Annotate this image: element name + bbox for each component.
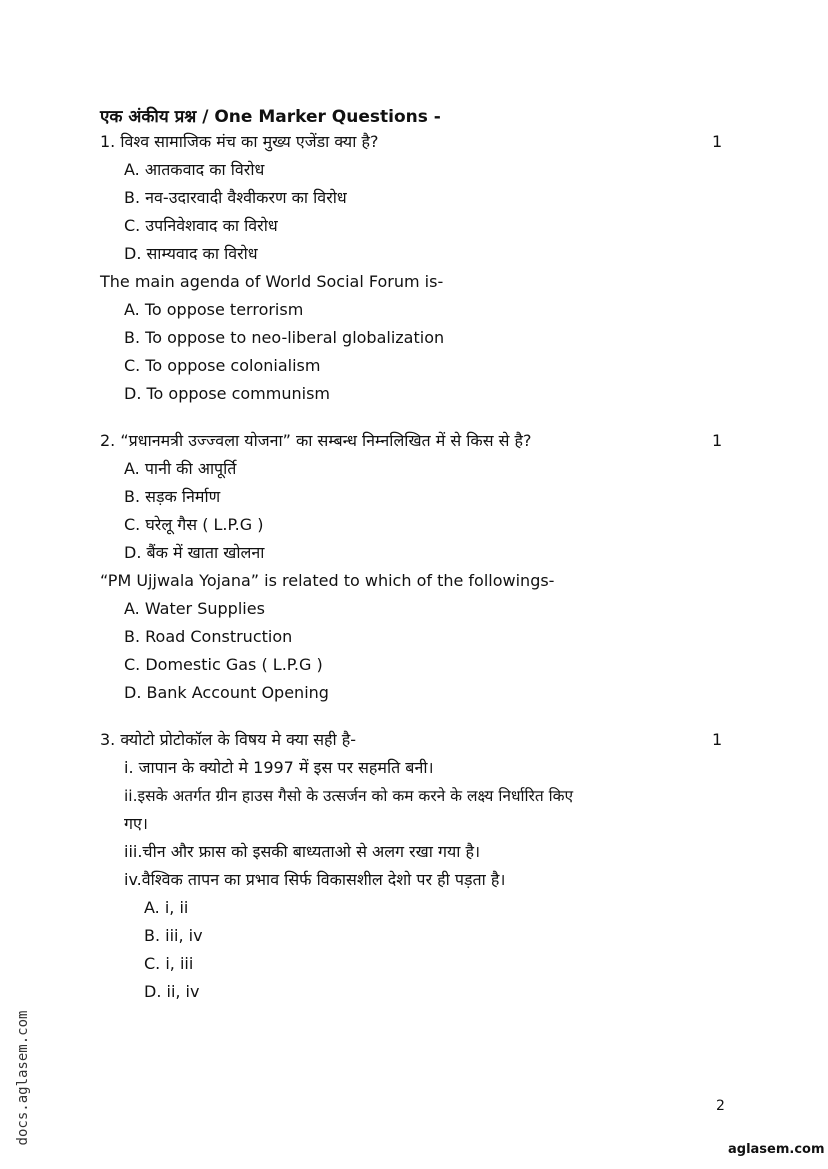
q3-question: 3. क्योटो प्रोटोकॉल के विषय मे क्या सही है- bbox=[100, 730, 357, 749]
q2-hindi-option-d: D. बैंक में खाता खोलना bbox=[124, 543, 265, 562]
q2-english-option-a: A. Water Supplies bbox=[124, 599, 265, 618]
q3-statement-iv: iv.वैश्विक तापन का प्रभाव सिर्फ विकासशील देशो पर ही पड़ता है। bbox=[124, 870, 506, 889]
footer-site-label: aglasem.com bbox=[728, 1142, 825, 1157]
q3-option-b: B. iii, iv bbox=[144, 926, 203, 945]
q3-statement-i: i. जापान के क्योटो मे 1997 में इस पर सहमति बनी। bbox=[124, 758, 434, 777]
q3-statement-iii: iii.चीन और फ्रास को इसकी बाध्यताओ से अलग रखा गया है। bbox=[124, 842, 481, 861]
q1-mark: 1 bbox=[712, 132, 723, 151]
q2-hindi-option-a: A. पानी की आपूर्ति bbox=[124, 459, 237, 478]
q1-hindi-question: 1. विश्व सामाजिक मंच का मुख्य एजेंडा क्या है? bbox=[100, 132, 379, 151]
q1-hindi-option-b: B. नव-उदारवादी वैश्वीकरण का विरोध bbox=[124, 188, 347, 207]
q2-mark: 1 bbox=[712, 431, 723, 450]
q2-hindi-option-c: C. घरेलू गैस ( L.P.G ) bbox=[124, 515, 264, 534]
q2-english-option-d: D. Bank Account Opening bbox=[124, 683, 329, 702]
q1-english-option-a: A. To oppose terrorism bbox=[124, 300, 304, 319]
q1-english-option-b: B. To oppose to neo-liberal globalization bbox=[124, 328, 445, 347]
q3-statement-ii-continued: गए। bbox=[124, 814, 148, 833]
q3-option-a: A. i, ii bbox=[144, 898, 189, 917]
q1-english-option-d: D. To oppose communism bbox=[124, 384, 330, 403]
side-watermark: docs.aglasem.com bbox=[15, 1010, 31, 1146]
q1-english-question: The main agenda of World Social Forum is- bbox=[100, 272, 444, 291]
q2-english-question: “PM Ujjwala Yojana” is related to which of the followings- bbox=[100, 571, 555, 590]
q2-english-option-b: B. Road Construction bbox=[124, 627, 293, 646]
section-heading: एक अंकीय प्रश्न / One Marker Questions - bbox=[100, 107, 441, 127]
page-number: 2 bbox=[716, 1098, 725, 1114]
q2-english-option-c: C. Domestic Gas ( L.P.G ) bbox=[124, 655, 323, 674]
q3-statement-ii: ii.इसके अतर्गत ग्रीन हाउस गैसो के उत्सर्जन को कम करने के लक्ष्य निर्धारित किए bbox=[124, 787, 574, 805]
q1-hindi-option-a: A. आतकवाद का विरोध bbox=[124, 160, 265, 179]
q2-hindi-option-b: B. सड़क निर्माण bbox=[124, 487, 221, 506]
q3-option-c: C. i, iii bbox=[144, 954, 194, 973]
q1-hindi-option-d: D. साम्यवाद का विरोध bbox=[124, 244, 258, 263]
q3-mark: 1 bbox=[712, 730, 723, 749]
q1-english-option-c: C. To oppose colonialism bbox=[124, 356, 321, 375]
q2-hindi-question: 2. “प्रधानमत्री उज्ज्वला योजना” का सम्बन्ध निम्नलिखित में से किस से है? bbox=[100, 431, 532, 450]
q3-option-d: D. ii, iv bbox=[144, 982, 200, 1001]
q1-hindi-option-c: C. उपनिवेशवाद का विरोध bbox=[124, 216, 278, 235]
